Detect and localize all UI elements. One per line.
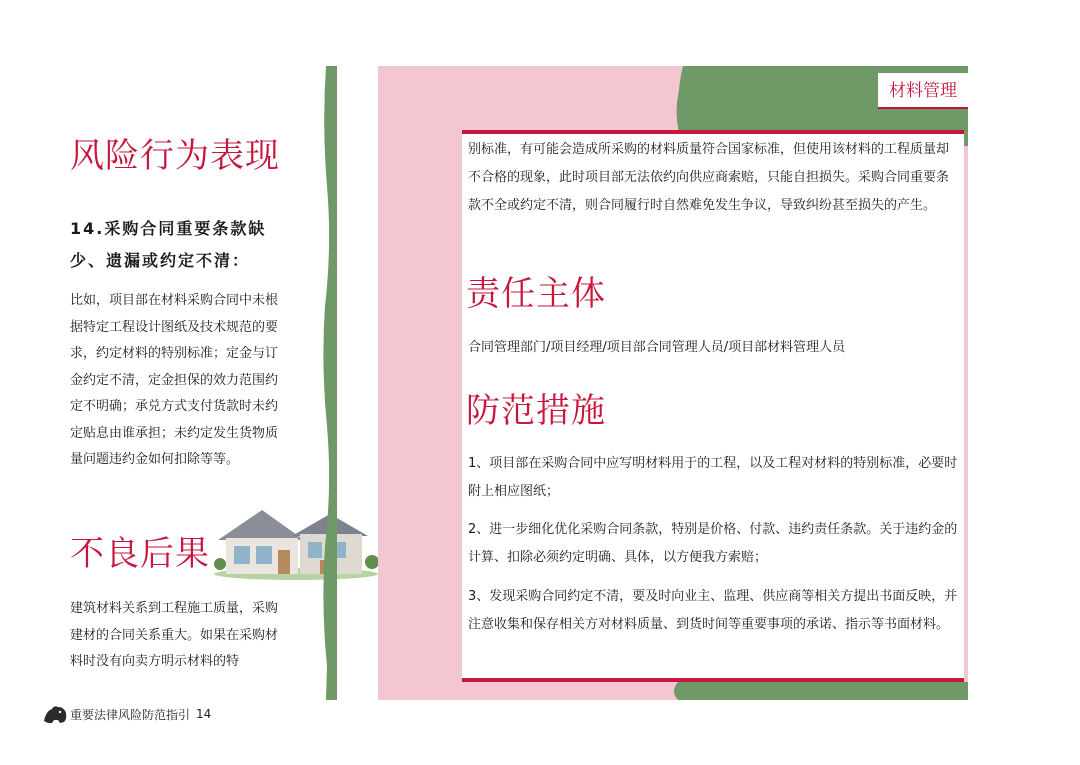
footer <box>42 703 211 725</box>
item-14-heading: 14.采购合同重要条款缺少、遗漏或约定不清： <box>70 219 267 270</box>
green-ribbon-bar <box>330 66 337 700</box>
page-number: 14 <box>196 707 212 721</box>
footer-title: 重要法律风险防范指引 <box>70 707 191 722</box>
category-tag: 材料管理 <box>878 73 968 109</box>
continued-text: 别标准，有可能会造成所采购的材料质量符合国家标准，但使用该材料的工程质量却不合格的现象，此时项目部无法依约向供应商索赔，只能自担损失。采购合同重要条款不全或约定不清，则合同履行时自然难免发生争议，导致纠纷甚至损失的产生。 <box>468 142 950 213</box>
prevention-title: 防范措施 <box>466 391 606 431</box>
responsible-title: 责任主体 <box>466 274 606 314</box>
house-illustration <box>212 500 380 582</box>
responsible-body: 合同管理部门/项目经理/项目部合同管理人员/项目部材料管理人员 <box>468 340 846 355</box>
measure-item: 2、进一步细化优化采购合同条款，特别是价格、付款、违约责任条款。关于违约金的计算、扣除必须约定明确、具体，以方便我方索赔； <box>468 522 958 565</box>
item-14-body: 比如，项目部在材料采购合同中未根据特定工程设计图纸及技术规范的要求，约定材料的特别标准；定金与订金约定不清，定金担保的效力范围约定不明确；承兑方式支付货款时未约定贴息由谁承担；未约定发生货物质量问题违约金如何扣除等等。 <box>70 293 279 467</box>
category-tag-underline <box>878 107 968 109</box>
measure-item: 1、项目部在采购合同中应写明材料用于的工程，以及工程对材料的特别标准，必要时附上相应图纸； <box>468 456 958 499</box>
consequence-title: 不良后果 <box>70 534 210 574</box>
consequence-body: 建筑材料关系到工程施工质量，采购建材的合同关系重大。如果在采购材料时没有向卖方明示材料的特 <box>70 601 279 669</box>
risk-behavior-title: 风险行为表现 <box>70 136 280 176</box>
measure-item: 3、发现采购合同约定不清，要及时向业主、监理、供应商等相关方提出书面反映，并注意收集和保存相关方对材料质量、到货时间等重要事项的承诺、指示等书面材料。 <box>468 589 958 632</box>
lion-emblem-icon <box>42 703 68 725</box>
